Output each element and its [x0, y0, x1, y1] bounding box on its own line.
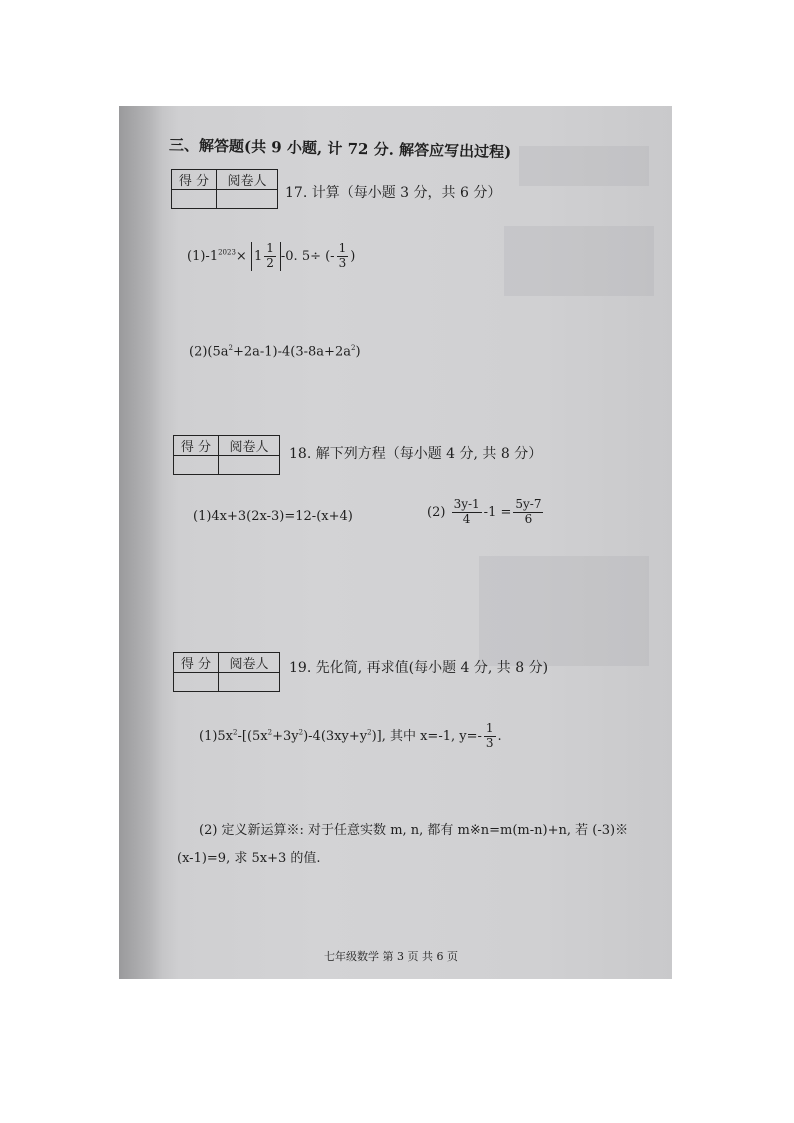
grader-label: 阅卷人 [217, 170, 278, 190]
absolute-value: 1 $\frac{1}{2}$ [251, 242, 281, 271]
q19-title: 19. 先化简, 再求值(每小题 4 分, 共 8 分) [289, 660, 549, 676]
score-cell [172, 190, 217, 209]
q19-problem-2-line-2: (x-1)=9, 求 5x+3 的值. [177, 851, 321, 866]
fraction: $\frac{5y-7}{6}$ [515, 497, 542, 526]
problem-label: (1) [187, 248, 206, 264]
fraction: $\frac{1}{3}$ [338, 241, 347, 270]
q19-problem-1: $(1)5x^2-[(5x^2+3y^2)-4(3xy+y^2)]$, 其中 x=-1, y=- $\frac{1}{3}$ . [199, 721, 502, 750]
score-table-q17 [171, 169, 278, 209]
fraction: $\frac{1}{2}$ [266, 241, 274, 270]
page-footer: 七年级数学 第 3 页 共 6 页 [324, 950, 458, 963]
exam-page [119, 106, 672, 979]
score-table-q19 [173, 652, 280, 692]
fraction: $\frac{3y-1}{4}$ [453, 497, 480, 526]
q18-problem-2: (2) $\frac{3y-1}{4}$ -1 = $\frac{5y-7}{6}$ [427, 497, 542, 526]
grader-label: 阅卷人 [219, 653, 280, 673]
grader-cell [219, 673, 280, 692]
score-label: 得 分 [174, 653, 219, 673]
q19-problem-2-line-1: (2) 定义新运算※: 对于任意实数 m, n, 都有 m※n=m(m-n)+n, 若 (-3)※ [199, 823, 629, 838]
fraction: $\frac{1}{3}$ [485, 721, 494, 750]
grader-cell [217, 190, 278, 209]
score-cell [174, 456, 219, 475]
score-label: 得 分 [174, 436, 219, 456]
score-label: 得 分 [172, 170, 217, 190]
score-cell [174, 673, 219, 692]
section-title: 三、解答题(共 9 小题, 计 72 分. 解答应写出过程) [168, 136, 512, 162]
q18-title: 18. 解下列方程（每小题 4 分, 共 8 分） [289, 446, 543, 462]
q17-title: 17. 计算（每小题 3 分，共 6 分） [285, 185, 502, 201]
grader-label: 阅卷人 [219, 436, 280, 456]
grader-cell [219, 456, 280, 475]
q17-problem-2: $(2)(5a^2+2a-1)-4(3-8a+2a^2)$ [189, 344, 361, 360]
score-table-q18 [173, 435, 280, 475]
exam-photo [119, 106, 672, 979]
q18-problem-1: (1)4x+3(2x-3)=12-(x+4) [193, 509, 353, 524]
q17-problem-1: $(1)-1^{2023}\times 1$ $\frac{1}{2}$ -0. 5÷ (- $\frac{1}{3}$ ) [187, 241, 356, 270]
